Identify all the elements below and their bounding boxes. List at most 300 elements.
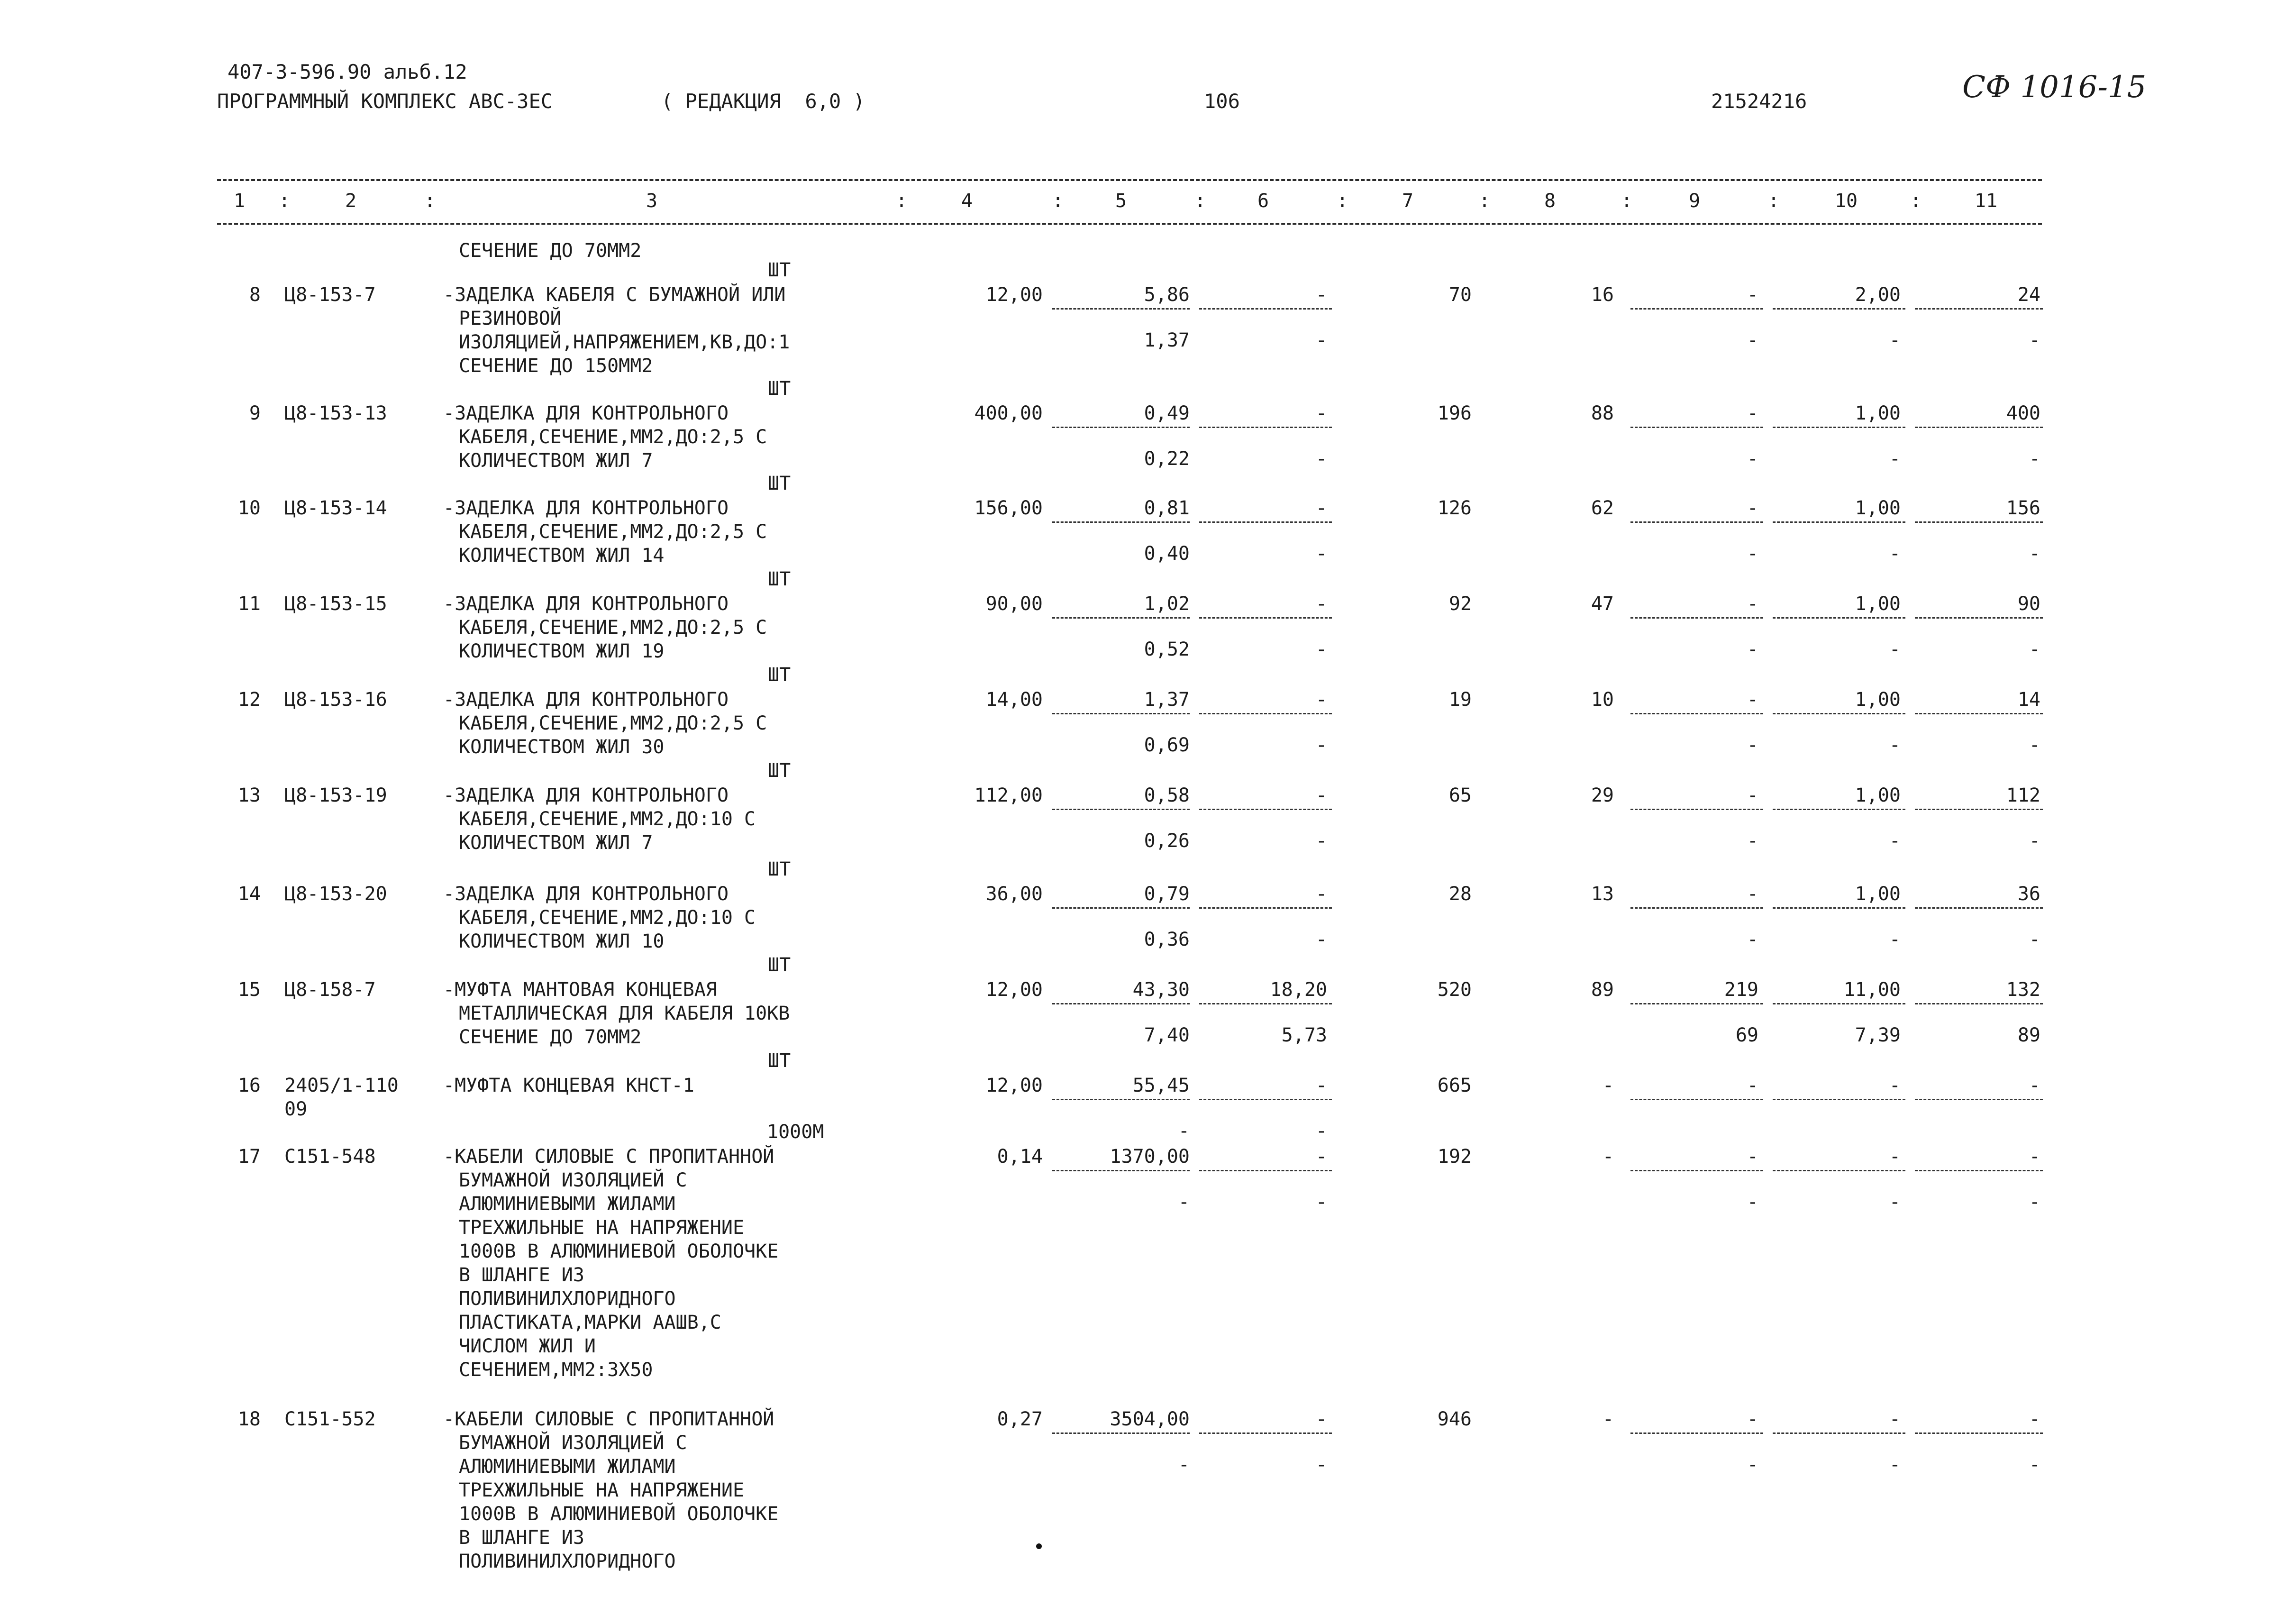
cell-c11b: - [2029,830,2040,852]
cell-c8: 47 [1591,593,1614,615]
row-description-line: 1000В В АЛЮМИНИЕВОЙ ОБОЛОЧКЕ [459,1503,779,1525]
row-number: 12 [237,689,261,711]
cell-c5b: 0,69 [1144,734,1190,756]
cell-c9b: - [1747,448,1758,470]
cell-c9b: - [1747,329,1758,351]
value-divider [1199,907,1332,909]
cell-c9: - [1747,402,1758,424]
cell-c7: 70 [1448,284,1472,306]
cell-c5b: 0,22 [1144,448,1190,470]
cell-c10b: - [1889,734,1901,756]
cell-c11: 132 [2006,979,2040,1001]
cell-c10b: - [1889,1191,1901,1213]
cell-c7: 196 [1437,402,1472,424]
row-code: Ц8-153-13 [284,402,387,424]
row-description-line: МЕТАЛЛИЧЕСКАЯ ДЛЯ КАБЕЛЯ 10КВ [459,1003,790,1024]
cell-c9b: - [1747,1454,1758,1476]
value-divider [1199,809,1332,810]
row-description-line: АЛЮМИНИЕВЫМИ ЖИЛАМИ [459,1456,676,1478]
row-description-line: ПОЛИВИНИЛХЛОРИДНОГО [459,1288,676,1310]
cell-c8: - [1602,1146,1614,1168]
value-divider [1915,521,2043,523]
cell-c5: 0,81 [1144,497,1190,519]
value-divider [1630,1170,1763,1171]
value-divider [1915,617,2043,619]
row-description-line: АЛЮМИНИЕВЫМИ ЖИЛАМИ [459,1193,676,1215]
cell-c5: 1,37 [1144,689,1190,711]
value-divider [1052,907,1190,909]
cell-c9b: - [1747,639,1758,660]
cell-c10: 1,00 [1855,689,1901,711]
value-divider [1915,809,2043,810]
value-divider [1630,308,1763,310]
row-code: Ц8-153-15 [284,593,387,615]
row-unit-label: ШТ [768,664,791,686]
row-description-line: ПЛАСТИКАТА,МАРКИ ААШВ,С [459,1312,721,1333]
cell-c6: - [1315,883,1327,905]
row-description-line: ЧИСЛОМ ЖИЛ И [459,1335,596,1357]
cell-c9: - [1747,1146,1758,1168]
cell-c9b: - [1747,543,1758,565]
cell-c4: 400,00 [974,402,1043,424]
cell-c9: - [1747,689,1758,711]
row-unit-label: ШТ [768,1050,791,1072]
cell-c6b: - [1315,1454,1327,1476]
cell-c11: 24 [2017,284,2040,306]
value-divider [1199,1432,1332,1434]
row-description-line: КОЛИЧЕСТВОМ ЖИЛ 7 [459,450,653,472]
value-divider [1630,617,1763,619]
value-divider [1773,907,1905,909]
value-divider [1199,617,1332,619]
row-number: 17 [237,1146,261,1168]
row-number: 10 [237,497,261,519]
value-divider [1630,1432,1763,1434]
cell-c11: 14 [2017,689,2040,711]
row-unit-label: ШТ [768,378,791,400]
column-number: 10 [1834,190,1858,212]
cell-c10: 1,00 [1855,883,1901,905]
row-description-line: КАБЕЛЯ,СЕЧЕНИЕ,ММ2,ДО:2,5 С [459,617,767,639]
value-divider [1915,427,2043,428]
row-code: Ц8-153-20 [284,883,387,905]
row-code: Ц8-158-7 [284,979,376,1001]
column-number: 2 [345,190,357,212]
row-description-line: ПОЛИВИНИЛХЛОРИДНОГО [459,1551,676,1572]
cell-c9b: 69 [1735,1024,1758,1046]
cell-c9b: - [1747,734,1758,756]
column-number: 3 [646,190,658,212]
row-description-line: КОЛИЧЕСТВОМ ЖИЛ 30 [459,736,665,758]
cell-c11b: - [2029,1454,2040,1476]
value-divider [1052,1003,1190,1004]
cell-c6b: - [1315,830,1327,852]
cell-c5: 0,49 [1144,402,1190,424]
cell-c9: - [1747,497,1758,519]
value-divider [1199,308,1332,310]
cell-c4: 12,00 [985,1075,1043,1096]
value-divider [1052,521,1190,523]
value-divider [1915,1170,2043,1171]
cell-c11: 400 [2006,402,2040,424]
value-divider [1052,1099,1190,1100]
cell-c6: - [1315,1146,1327,1168]
value-divider [1915,713,2043,714]
column-number: 4 [961,190,973,212]
cell-c6: - [1315,402,1327,424]
cell-c11: 36 [2017,883,2040,905]
value-divider [1630,907,1763,909]
row-description-line: СЕЧЕНИЕ ДО 150ММ2 [459,355,653,377]
row-code-continued: 09 [284,1098,308,1120]
row-description-line: РЕЗИНОВОЙ [459,308,562,329]
cell-c10: 1,00 [1855,593,1901,615]
row-description-line: 1000В В АЛЮМИНИЕВОЙ ОБОЛОЧКЕ [459,1241,779,1262]
row-description-line: -ЗАДЕЛКА ДЛЯ КОНТРОЛЬНОГО [443,785,729,806]
cell-c7: 92 [1448,593,1472,615]
column-number: 1 [233,190,246,212]
value-divider [1199,1003,1332,1004]
row-code: Ц8-153-19 [284,785,387,806]
row-number: 8 [249,284,261,306]
column-separator: : [424,190,436,212]
column-separator: : [1621,190,1633,212]
row-unit-label: ШТ [768,954,791,976]
cell-c11b: - [2029,639,2040,660]
row-code: С151-552 [284,1408,376,1430]
cell-c11b: - [2029,543,2040,565]
cell-c7: 28 [1448,883,1472,905]
row-code: 2405/1-110 [284,1075,399,1096]
cell-c10: 11,00 [1843,979,1901,1001]
cell-c10: - [1889,1075,1901,1096]
value-divider [1052,809,1190,810]
row-code: С151-548 [284,1146,376,1168]
row-description-line: КАБЕЛЯ,СЕЧЕНИЕ,ММ2,ДО:10 С [459,907,756,929]
column-number: 11 [1974,190,1998,212]
row-number: 11 [237,593,261,615]
cell-c10: 1,00 [1855,785,1901,806]
cell-c11: 156 [2006,497,2040,519]
cell-c6b: - [1315,639,1327,660]
cell-c11: - [2029,1075,2040,1096]
row-number: 18 [237,1408,261,1430]
row-description-line: -ЗАДЕЛКА ДЛЯ КОНТРОЛЬНОГО [443,497,729,519]
value-divider [1773,617,1905,619]
cell-c7: 19 [1448,689,1472,711]
cell-c7: 192 [1437,1146,1472,1168]
value-divider [1915,308,2043,310]
cell-c9b: - [1747,929,1758,950]
cell-c5: 5,86 [1144,284,1190,306]
cell-c5: 43,30 [1132,979,1190,1001]
cell-c6b: - [1315,448,1327,470]
cell-c4: 0,27 [997,1408,1043,1430]
cell-c9: - [1747,593,1758,615]
cell-c6b: - [1315,1120,1327,1142]
cell-c7: 65 [1448,785,1472,806]
cell-c5: 0,58 [1144,785,1190,806]
row-description-line: -ЗАДЕЛКА ДЛЯ КОНТРОЛЬНОГО [443,593,729,615]
value-divider [1630,1099,1763,1100]
value-divider [1199,1099,1332,1100]
cell-c6: 18,20 [1270,979,1327,1001]
cell-c4: 12,00 [985,979,1043,1001]
cell-c4: 36,00 [985,883,1043,905]
ink-dot [1036,1543,1042,1549]
value-divider [1199,713,1332,714]
value-divider [1052,308,1190,310]
cell-c10b: - [1889,1454,1901,1476]
cell-c9: 219 [1724,979,1758,1001]
row-unit-label: ШТ [768,473,791,494]
cell-c4: 90,00 [985,593,1043,615]
cell-c7: 126 [1437,497,1472,519]
cell-c9: - [1747,1408,1758,1430]
cell-c10: 2,00 [1855,284,1901,306]
value-divider [1052,617,1190,619]
column-number: 7 [1402,190,1414,212]
cell-c4: 156,00 [974,497,1043,519]
cell-c10: - [1889,1146,1901,1168]
handwritten-stamp: СФ 1016-15 [1962,70,2147,105]
cell-c11b: - [2029,448,2040,470]
cell-c6b: - [1315,1191,1327,1213]
cell-c11b: - [2029,329,2040,351]
value-divider [1915,907,2043,909]
column-number: 8 [1544,190,1556,212]
cell-c6b: - [1315,734,1327,756]
value-divider [1052,713,1190,714]
value-divider [1052,1170,1190,1171]
cell-c8: 29 [1591,785,1614,806]
value-divider [1915,1003,2043,1004]
row-description-line: -ЗАДЕЛКА ДЛЯ КОНТРОЛЬНОГО [443,402,729,424]
cell-c5: 55,45 [1132,1075,1190,1096]
cell-c5b: 1,37 [1144,329,1190,351]
cell-c9b: - [1747,1191,1758,1213]
cell-c5b: - [1178,1191,1190,1213]
cell-c10b: 7,39 [1855,1024,1901,1046]
header-rule-top [217,179,2042,181]
value-divider [1630,427,1763,428]
cell-c9: - [1747,785,1758,806]
row-number: 14 [237,883,261,905]
cell-c10b: - [1889,329,1901,351]
cell-c4: 14,00 [985,689,1043,711]
row-unit-label: ШТ [768,858,791,880]
cell-c8: 16 [1591,284,1614,306]
row-description-line: ИЗОЛЯЦИЕЙ,НАПРЯЖЕНИЕМ,КВ,ДО:1 [459,331,790,353]
cell-c4: 112,00 [974,785,1043,806]
cell-c5: 0,79 [1144,883,1190,905]
row-description-line: -КАБЕЛИ СИЛОВЫЕ С ПРОПИТАННОЙ [443,1408,774,1430]
cell-c11: 112 [2006,785,2040,806]
value-divider [1773,1003,1905,1004]
cell-c6: - [1315,1075,1327,1096]
cell-c7: 520 [1437,979,1472,1001]
cell-c11b: 89 [2017,1024,2040,1046]
cell-c8: 10 [1591,689,1614,711]
cell-c5b: 0,26 [1144,830,1190,852]
cell-c9: - [1747,883,1758,905]
cell-c10b: - [1889,639,1901,660]
column-separator: : [1337,190,1348,212]
cell-c5b: 0,52 [1144,639,1190,660]
row-description-line: СЕЧЕНИЕ ДО 70ММ2 [459,1026,642,1048]
cell-c6: - [1315,497,1327,519]
cell-c5: 3504,00 [1110,1408,1190,1430]
cell-c6: - [1315,593,1327,615]
row-description-line: ТРЕХЖИЛЬНЫЕ НА НАПРЯЖЕНИЕ [459,1479,745,1501]
value-divider [1630,521,1763,523]
value-divider [1199,427,1332,428]
cell-c11b: - [2029,929,2040,950]
cell-c11b: - [2029,1191,2040,1213]
cell-c10: 1,00 [1855,497,1901,519]
row-unit-label: ШТ [768,568,791,590]
cell-c10b: - [1889,830,1901,852]
program-name: ПРОГРАММНЫЙ КОМПЛЕКС АВС-3ЕС [217,90,553,113]
row-description-line: КАБЕЛЯ,СЕЧЕНИЕ,ММ2,ДО:2,5 С [459,712,767,734]
row-description-line: -ЗАДЕЛКА ДЛЯ КОНТРОЛЬНОГО [443,689,729,711]
value-divider [1773,1170,1905,1171]
cell-c7: 946 [1437,1408,1472,1430]
cell-c5b: 0,36 [1144,929,1190,950]
value-divider [1052,427,1190,428]
cell-c10b: - [1889,448,1901,470]
row-number: 13 [237,785,261,806]
cell-c6: - [1315,284,1327,306]
value-divider [1630,1003,1763,1004]
value-divider [1630,809,1763,810]
row-description-line: -МУФТА КОНЦЕВАЯ КНСТ-1 [443,1075,694,1096]
value-divider [1773,1432,1905,1434]
cell-c11: - [2029,1408,2040,1430]
cell-c5: 1370,00 [1110,1146,1190,1168]
edition-label: ( РЕДАКЦИЯ 6,0 ) [661,90,865,113]
row-number: 15 [237,979,261,1001]
cell-c9b: - [1747,830,1758,852]
column-number: 9 [1688,190,1701,212]
header-rule-bottom [217,223,2042,225]
row-unit-label: ШТ [768,259,791,281]
row-description-line: КОЛИЧЕСТВОМ ЖИЛ 7 [459,832,653,854]
column-separator: : [1910,190,1922,212]
cell-c5b: - [1178,1120,1190,1142]
row-code: Ц8-153-16 [284,689,387,711]
cell-c7: 665 [1437,1075,1472,1096]
value-divider [1199,521,1332,523]
cell-c4: 12,00 [985,284,1043,306]
cell-c4: 0,14 [997,1146,1043,1168]
carry-over-text: СЕЧЕНИЕ ДО 70ММ2 [459,240,642,262]
value-divider [1773,308,1905,310]
cell-c10b: - [1889,929,1901,950]
cell-c8: 13 [1591,883,1614,905]
cell-c6: - [1315,689,1327,711]
row-description-line: СЕЧЕНИЕМ,ММ2:3Х50 [459,1359,653,1381]
row-number: 9 [249,402,261,424]
document-code: 21524216 [1711,90,1807,113]
cell-c9: - [1747,284,1758,306]
cell-c9: - [1747,1075,1758,1096]
value-divider [1773,427,1905,428]
value-divider [1052,1432,1190,1434]
row-description-line: КОЛИЧЕСТВОМ ЖИЛ 19 [459,640,665,662]
row-code: Ц8-153-14 [284,497,387,519]
column-separator: : [896,190,908,212]
value-divider [1915,1432,2043,1434]
value-divider [1630,713,1763,714]
cell-c11b: - [2029,734,2040,756]
value-divider [1773,1099,1905,1100]
row-number: 16 [237,1075,261,1096]
row-description-line: -КАБЕЛИ СИЛОВЫЕ С ПРОПИТАННОЙ [443,1146,774,1168]
cell-c6: - [1315,785,1327,806]
column-number: 5 [1115,190,1127,212]
cell-c8: 88 [1591,402,1614,424]
album-designation: 407-3-596.90 альб.12 [228,60,467,83]
value-divider [1773,521,1905,523]
row-unit-label: 1000М [767,1121,824,1143]
cell-c6b: - [1315,929,1327,950]
page-number: 106 [1204,90,1240,113]
row-description-line: КОЛИЧЕСТВОМ ЖИЛ 10 [459,931,665,952]
cell-c6b: 5,73 [1281,1024,1327,1046]
row-description-line: КАБЕЛЯ,СЕЧЕНИЕ,ММ2,ДО:2,5 С [459,426,767,448]
cell-c10b: - [1889,543,1901,565]
row-code: Ц8-153-7 [284,284,376,306]
cell-c6b: - [1315,329,1327,351]
row-description-line: ТРЕХЖИЛЬНЫЕ НА НАПРЯЖЕНИЕ [459,1217,745,1239]
cell-c5b: 0,40 [1144,543,1190,565]
row-description-line: -МУФТА МАНТОВАЯ КОНЦЕВАЯ [443,979,717,1001]
value-divider [1773,809,1905,810]
column-separator: : [1052,190,1064,212]
row-description-line: В ШЛАНГЕ ИЗ [459,1527,584,1549]
cell-c8: - [1602,1408,1614,1430]
row-description-line: -ЗАДЕЛКА ДЛЯ КОНТРОЛЬНОГО [443,883,729,905]
cell-c5: 1,02 [1144,593,1190,615]
row-description-line: БУМАЖНОЙ ИЗОЛЯЦИЕЙ С [459,1432,687,1454]
cell-c8: 62 [1591,497,1614,519]
value-divider [1199,1170,1332,1171]
row-description-line: В ШЛАНГЕ ИЗ [459,1264,584,1286]
cell-c6: - [1315,1408,1327,1430]
column-separator: : [1194,190,1206,212]
row-description-line: КОЛИЧЕСТВОМ ЖИЛ 14 [459,545,665,566]
cell-c6b: - [1315,543,1327,565]
cell-c8: - [1602,1075,1614,1096]
column-number: 6 [1257,190,1269,212]
value-divider [1773,713,1905,714]
row-unit-label: ШТ [768,760,791,782]
row-description-line: КАБЕЛЯ,СЕЧЕНИЕ,ММ2,ДО:10 С [459,808,756,830]
column-separator: : [1768,190,1780,212]
cell-c5b: - [1178,1454,1190,1476]
row-description-line: -ЗАДЕЛКА КАБЕЛЯ С БУМАЖНОЙ ИЛИ [443,284,786,306]
column-separator: : [279,190,291,212]
cell-c5b: 7,40 [1144,1024,1190,1046]
value-divider [1915,1099,2043,1100]
cell-c10: 1,00 [1855,402,1901,424]
cell-c8: 89 [1591,979,1614,1001]
row-description-line: БУМАЖНОЙ ИЗОЛЯЦИЕЙ С [459,1169,687,1191]
cell-c10: - [1889,1408,1901,1430]
cell-c11: - [2029,1146,2040,1168]
cell-c11: 90 [2017,593,2040,615]
